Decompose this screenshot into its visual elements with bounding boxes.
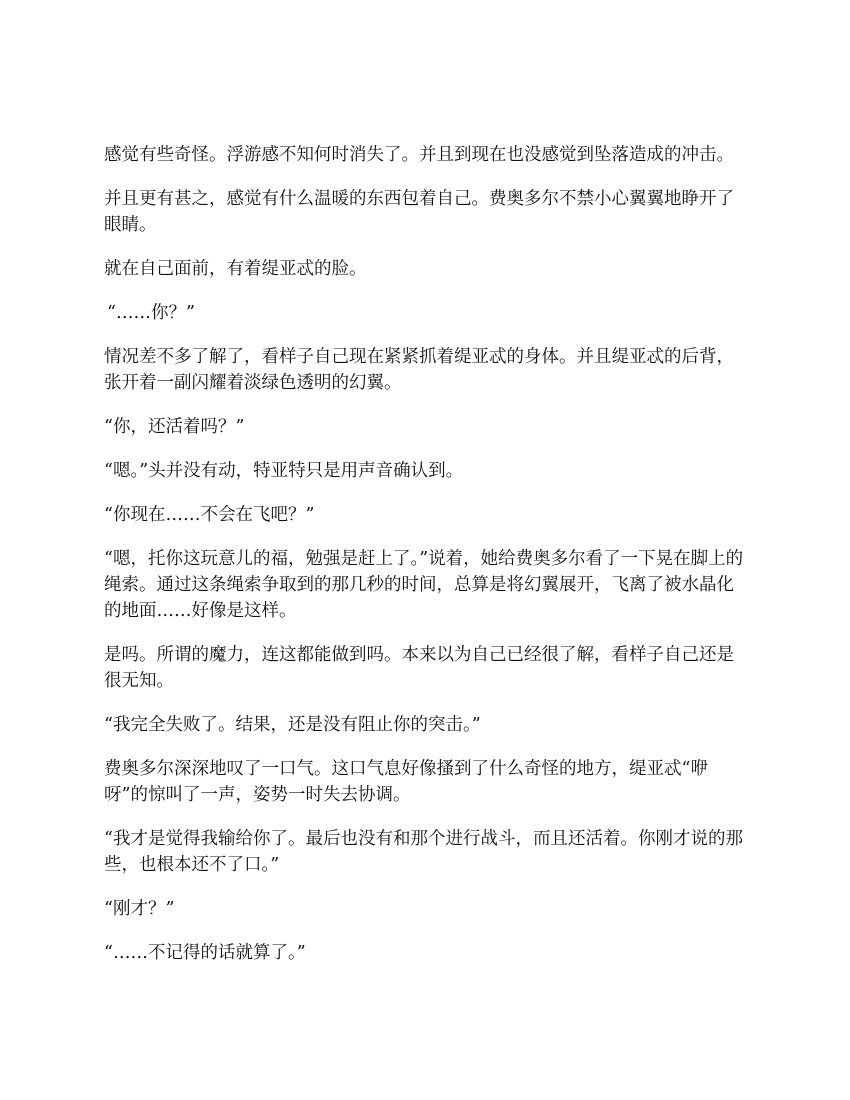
paragraph: “刚才？”: [104, 899, 175, 919]
paragraph: 感觉有些奇怪。浮游感不知何时消失了。并且到现在也没感觉到坠落造成的冲击。: [104, 145, 734, 165]
paragraph: “嗯。”头并没有动，特亚特只是用声音确认到。: [104, 461, 464, 481]
paragraph: 费奥多尔深深地叹了一口气。这口气息好像搔到了什么奇怪的地方，缇亚忒“咿呀”的惊叫了一声，姿势一时失去协调。: [104, 759, 708, 805]
paragraph: 情况差不多了解了，看样子自己现在紧紧抓着缇亚忒的身体。并且缇亚忒的后背，张开着一副闪耀着淡绿色透明的幻翼。: [104, 347, 734, 393]
paragraph: “你，还活着吗？”: [104, 417, 245, 437]
paragraph: 是吗。所谓的魔力，连这都能做到吗。本来以为自己已经很了解，看样子自己还是很无知。: [104, 645, 734, 691]
paragraph: “你现在……不会在飞吧？”: [104, 505, 315, 525]
paragraph: 就在自己面前，有着缇亚忒的脸。: [104, 259, 367, 279]
paragraph: “我完全失败了。结果，还是没有阻止你的突击。”: [104, 715, 481, 735]
paragraph: 并且更有甚之，感觉有什么温暖的东西包着自己。费奥多尔不禁小心翼翼地睁开了眼睛。: [104, 189, 734, 235]
paragraph: “我才是觉得我输给你了。最后也没有和那个进行战斗，而且还活着。你刚才说的那些，也根本还不了口。”: [104, 829, 743, 875]
paragraph: “嗯，托你这玩意儿的福，勉强是赶上了。”说着，她给费奥多尔看了一下晃在脚上的绳索。通过这条绳索争取到的那几秒的时间，总算是将幻翼展开，飞离了被水晶化的地面……好像是这样。: [104, 549, 744, 621]
document-page: [104, 142, 749, 984]
paragraph: “……不记得的话就算了。”: [104, 943, 306, 963]
paragraph: “……你？”: [107, 303, 195, 323]
